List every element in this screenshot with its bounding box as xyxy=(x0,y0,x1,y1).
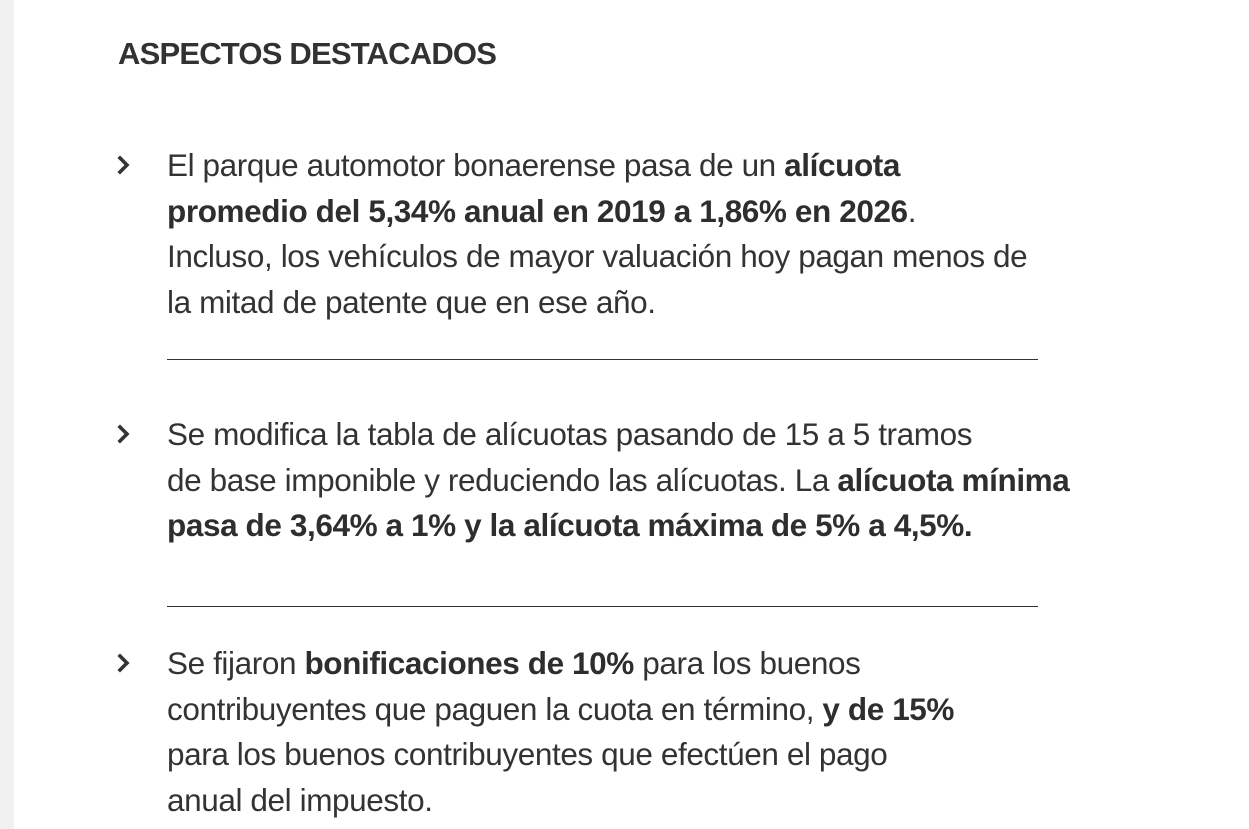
chevron-right-icon xyxy=(112,153,136,177)
text-line: Se fijaron bonificaciones de 10% para los buenos xyxy=(167,645,861,681)
text-line: promedio del 5,34% anual en 2019 a 1,86% en 2026. xyxy=(167,192,917,229)
highlight-text xyxy=(167,143,1177,325)
text-line: de base imponible y reduciendo las alícuotas. La alícuota mínima xyxy=(167,461,1070,498)
text-line: anual del impuesto. xyxy=(167,781,433,818)
text-line: Se modifica la tabla de alícuotas pasando de 15 a 5 tramos xyxy=(167,416,973,452)
text-line: contribuyentes que paguen la cuota en término, y de 15% xyxy=(167,690,955,727)
text-line: para los buenos contribuyentes que efectúen el pago xyxy=(167,736,888,772)
highlight-text xyxy=(167,641,1177,823)
divider xyxy=(167,359,1038,360)
text-line: El parque automotor bonaerense pasa de un alícuota xyxy=(167,147,900,183)
text-line: Incluso, los vehículos de mayor valuación hoy pagan menos de xyxy=(167,238,1028,274)
text-line: pasa de 3,64% a 1% y la alícuota máxima de 5% a 4,5%. xyxy=(167,507,973,543)
page-edge xyxy=(0,0,14,829)
page-title: ASPECTOS DESTACADOS xyxy=(118,36,497,71)
highlight-text xyxy=(167,412,1177,549)
divider xyxy=(167,606,1038,607)
chevron-right-icon xyxy=(112,422,136,446)
chevron-right-icon xyxy=(112,651,136,675)
text-line: la mitad de patente que en ese año. xyxy=(167,283,656,320)
